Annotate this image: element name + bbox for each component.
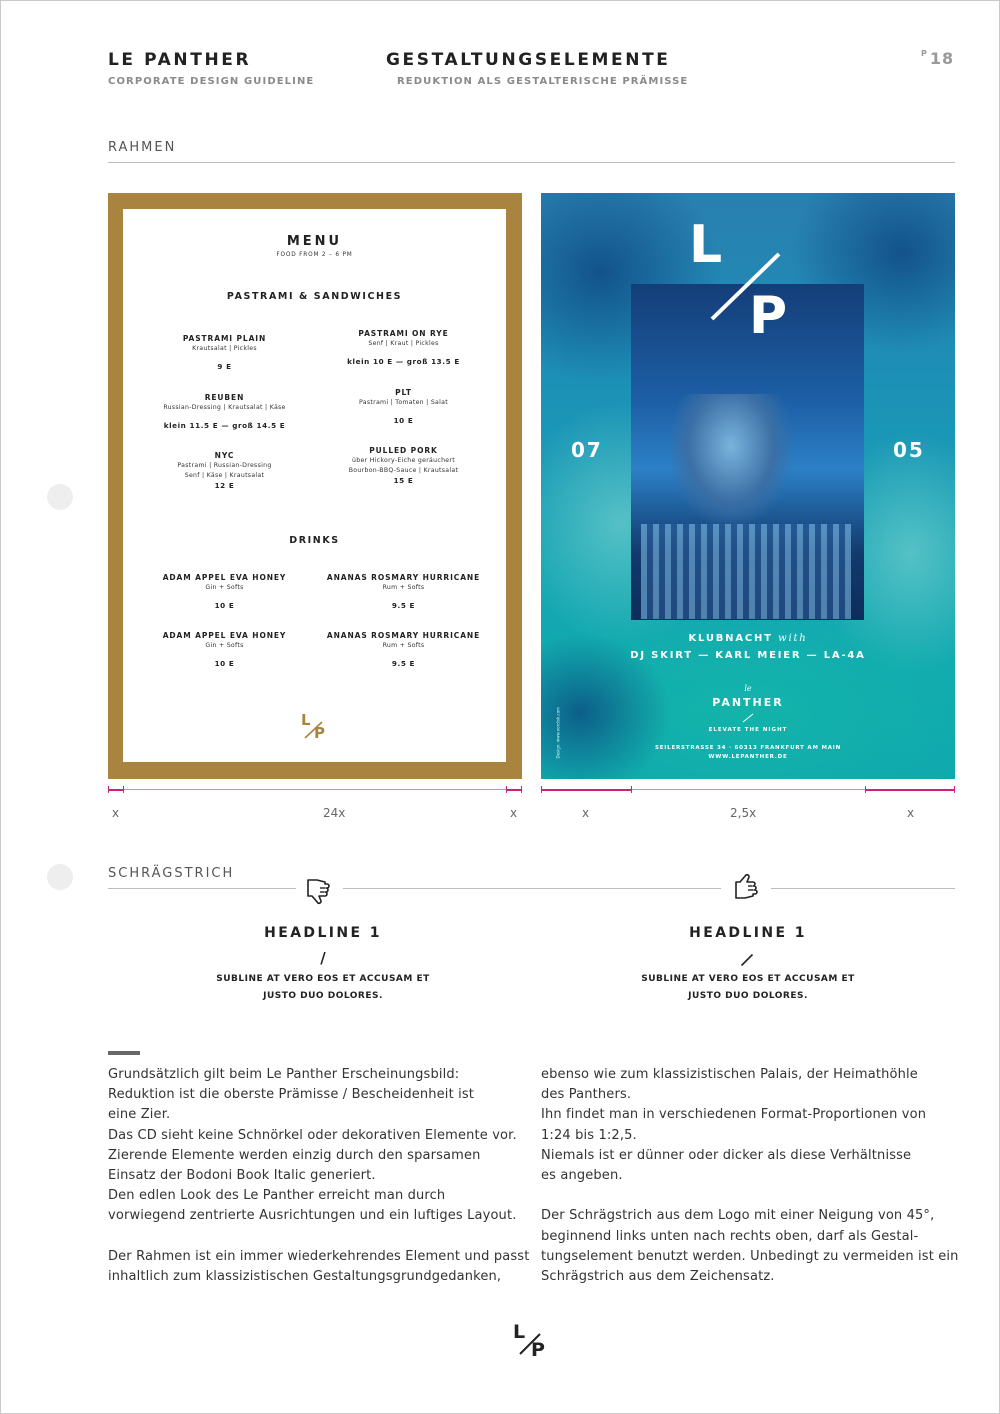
menu-logo — [295, 709, 335, 749]
menu-item-desc: Bourbon-BBQ-Sauce | Krautsalat — [348, 467, 459, 474]
body-line: Schrägstrich aus dem Zeichensatz. — [541, 1269, 775, 1285]
thumbs-down-icon — [303, 874, 335, 906]
menu-item-price: klein 11.5 E — groß 14.5 E — [163, 421, 286, 430]
dim-tick — [108, 786, 109, 793]
thumbs-up-icon — [731, 872, 763, 904]
rahmen-rule — [108, 162, 955, 163]
section-title: GESTALTUNGSELEMENTE — [386, 50, 671, 70]
dim-label: 2,5x — [730, 806, 757, 820]
menu-item-desc: Senf | Käse | Krautsalat — [184, 472, 265, 479]
body-spacer — [541, 1186, 961, 1206]
menu-item-desc: über Hickory-Eiche geräuchert — [352, 457, 455, 464]
menu-item-desc: Pastrami | Russian-Dressing — [177, 462, 272, 469]
menu-item-desc: Gin + Softs — [205, 584, 244, 591]
body-line: Grundsätzlich gilt beim Le Panther Erscheinungsbild: — [108, 1067, 460, 1082]
footer-logo-l: L — [513, 1321, 526, 1343]
menu-item-name: PASTRAMI PLAIN — [182, 334, 267, 343]
poster-logo-slash — [709, 251, 783, 323]
menu-title: MENU — [286, 234, 343, 249]
poster-date-left: 07 — [571, 438, 603, 462]
bad-subline-1: SUBLINE AT VERO EOS ET ACCUSAM ET — [216, 974, 430, 984]
menu-logo-slash — [303, 719, 325, 741]
menu-item — [137, 631, 312, 669]
poster — [541, 193, 955, 779]
poster-photo-lights — [641, 524, 851, 619]
menu-item — [137, 393, 312, 431]
menu-logo-l: L — [301, 711, 311, 729]
poster-claim: ELEVATE THE NIGHT — [708, 727, 788, 733]
menu-item-name: ADAM APPEL EVA HONEY — [162, 573, 287, 582]
good-headline: HEADLINE 1 — [689, 925, 807, 941]
dim-line-left — [108, 789, 522, 790]
poster-photo — [631, 284, 864, 620]
poster-logo-l: L — [689, 215, 723, 275]
body-line: inhaltlich zum klassizistischen Gestaltungsgrundgedanken, — [108, 1269, 502, 1285]
body-line: ebenso wie zum klassizistischen Palais, der Heimathöhle — [541, 1067, 918, 1082]
dim-label: 24x — [323, 806, 346, 820]
bad-headline: HEADLINE 1 — [264, 925, 382, 941]
menu-item-name: ANANAS ROSMARY HURRICANE — [326, 631, 481, 640]
menu-item — [137, 573, 312, 611]
binder-hole-top — [47, 484, 73, 510]
menu-subtitle: FOOD FROM 2 – 6 PM — [276, 252, 353, 258]
body-line: Niemals ist er dünner oder dicker als diese Verhältnisse — [541, 1147, 912, 1163]
page-number — [921, 49, 954, 68]
poster-lineup: DJ SKIRT — KARL MEIER — LA-4A — [630, 650, 866, 661]
poster-brand-slash — [741, 712, 755, 724]
body-line: Der Schrägstrich aus dem Logo mit einer Neigung von 45°, — [541, 1208, 935, 1224]
menu-item-price: 9.5 E — [391, 659, 416, 668]
brand-subtitle: CORPORATE DESIGN GUIDELINE — [108, 76, 315, 87]
dim-tick — [631, 786, 632, 793]
menu-item-desc: Russian-Dressing | Krautsalat | Käse — [163, 404, 286, 411]
body-col-2 — [541, 1065, 961, 1287]
menu-item-price: 10 E — [393, 416, 414, 425]
good-subline-1: SUBLINE AT VERO EOS ET ACCUSAM ET — [641, 974, 855, 984]
menu-item-desc: Gin + Softs — [205, 642, 244, 649]
dim-label: x — [510, 806, 518, 820]
poster-address: SEILERSTRASSE 34 · 60313 FRANKFURT AM MAIN — [654, 745, 842, 751]
footer-logo-slash — [517, 1331, 543, 1357]
dim-label: x — [582, 806, 590, 820]
dim-tick — [865, 786, 866, 793]
dim-tick — [123, 786, 124, 793]
menu-item-price: 12 E — [214, 481, 235, 490]
footer-logo — [509, 1321, 555, 1367]
menu-item-name: ANANAS ROSMARY HURRICANE — [326, 573, 481, 582]
binder-hole-bottom — [47, 864, 73, 890]
dim-tick — [541, 786, 542, 793]
menu-item — [316, 631, 491, 669]
body-line: Ihn findet man in verschiedenen Format-Proportionen von — [541, 1107, 927, 1123]
body-line: vorwiegend zentrierte Ausrichtungen und ein luftiges Layout. — [108, 1208, 517, 1224]
poster-event-line1 — [541, 633, 955, 644]
body-line: 1:24 bis 1:2,5. — [541, 1127, 637, 1143]
body-line: Einsatz der Bodoni Book Italic generiert. — [108, 1168, 376, 1184]
body-col-1 — [108, 1065, 528, 1287]
body-line: tungselement benutzt werden. Unbedingt zu vermeiden ist ein — [541, 1248, 959, 1264]
menu-item-name: REUBEN — [204, 393, 245, 402]
menu-item-price: 9.5 E — [391, 601, 416, 610]
menu-item-desc: Rum + Softs — [382, 642, 425, 649]
good-slash — [740, 953, 754, 967]
schraegstrich-label: SCHRÄGSTRICH — [108, 866, 235, 881]
menu-frame — [108, 193, 522, 779]
body-spacer — [108, 1227, 528, 1247]
menu-item-name: PULLED PORK — [369, 446, 438, 455]
body-line: Zierende Elemente werden einzig durch den sparsamen — [108, 1147, 481, 1163]
poster-date-right: 05 — [893, 438, 925, 462]
menu-item — [316, 388, 491, 426]
menu-item — [316, 446, 491, 486]
menu-section-drinks: DRINKS — [289, 535, 340, 546]
bad-slash-glyph: / — [320, 949, 326, 967]
menu-item-name: PASTRAMI ON RYE — [358, 329, 449, 338]
dim-segment-left-start — [108, 789, 123, 791]
body-line: eine Zier. — [108, 1107, 171, 1123]
good-subline-2: JUSTO DUO DOLORES. — [688, 991, 808, 1001]
menu-item-price: klein 10 E — groß 13.5 E — [347, 357, 460, 366]
poster-photo-figure — [671, 394, 791, 524]
body-line: Den edlen Look des Le Panther erreicht man durch — [108, 1188, 446, 1204]
schraegstrich-rule-2 — [343, 888, 721, 889]
menu-item-desc: Senf | Kraut | Pickles — [368, 340, 439, 347]
menu-item-desc: Krautsalat | Pickles — [192, 345, 257, 352]
menu-item-price: 15 E — [393, 476, 414, 485]
menu-item-price: 10 E — [214, 659, 235, 668]
menu-logo-p: P — [314, 724, 325, 742]
body-line: Reduktion ist die oberste Prämisse / Bescheidenheit ist — [108, 1087, 475, 1103]
dim-tick — [521, 786, 522, 793]
menu-item-name: PLT — [395, 388, 412, 397]
menu-item — [316, 329, 491, 367]
dim-segment-right-end — [865, 789, 955, 791]
page-prefix: P — [921, 49, 928, 58]
body-line: Der Rahmen ist ein immer wiederkehrendes Element und passt — [108, 1248, 530, 1264]
page-number-value: 18 — [929, 49, 955, 68]
body-line: Das CD sieht keine Schnörkel oder dekorativen Elemente vor. — [108, 1127, 517, 1143]
dim-segment-left-end — [506, 789, 522, 791]
dim-label: x — [907, 806, 915, 820]
schraegstrich-rule-1 — [108, 888, 296, 889]
schraegstrich-rule-3 — [771, 888, 955, 889]
dim-tick — [506, 786, 507, 793]
menu-item-name: ADAM APPEL EVA HONEY — [162, 631, 287, 640]
poster-logo-p: P — [749, 286, 788, 346]
footer-logo-p: P — [531, 1339, 545, 1361]
poster-brand: PANTHER — [712, 696, 784, 709]
rahmen-label: RAHMEN — [108, 140, 177, 155]
poster-brand-le: le — [744, 684, 752, 693]
menu-item — [137, 334, 312, 372]
menu-item-desc: Rum + Softs — [382, 584, 425, 591]
menu-item-price: 9 E — [217, 362, 232, 371]
poster-web: WWW.LEPANTHER.DE — [708, 754, 788, 760]
poster-event-title: KLUBNACHT — [688, 633, 773, 644]
section-subtitle: REDUKTION ALS GESTALTERISCHE PRÄMISSE — [397, 76, 689, 87]
poster-credit: Design: www.nordisk.com — [555, 706, 561, 759]
menu-item-name: NYC — [214, 451, 235, 460]
body-accent-bar — [108, 1051, 140, 1055]
menu-item — [137, 451, 312, 491]
poster-event-with: with — [778, 633, 808, 644]
dim-segment-right-start — [541, 789, 631, 791]
menu-item — [316, 573, 491, 611]
menu-section-sandwiches: PASTRAMI & SANDWICHES — [226, 291, 403, 302]
body-line: des Panthers. — [541, 1087, 632, 1103]
dim-tick — [954, 786, 955, 793]
body-line: es angeben. — [541, 1168, 623, 1184]
brand-title: LE PANTHER — [108, 50, 252, 70]
dim-label: x — [112, 806, 120, 820]
bad-subline-2: JUSTO DUO DOLORES. — [263, 991, 383, 1001]
menu-card — [123, 209, 506, 762]
menu-item-desc: Pastrami | Tomaten | Salat — [359, 399, 448, 406]
body-line: beginnend links unten nach rechts oben, darf als Gestal- — [541, 1228, 919, 1244]
menu-item-price: 10 E — [214, 601, 235, 610]
